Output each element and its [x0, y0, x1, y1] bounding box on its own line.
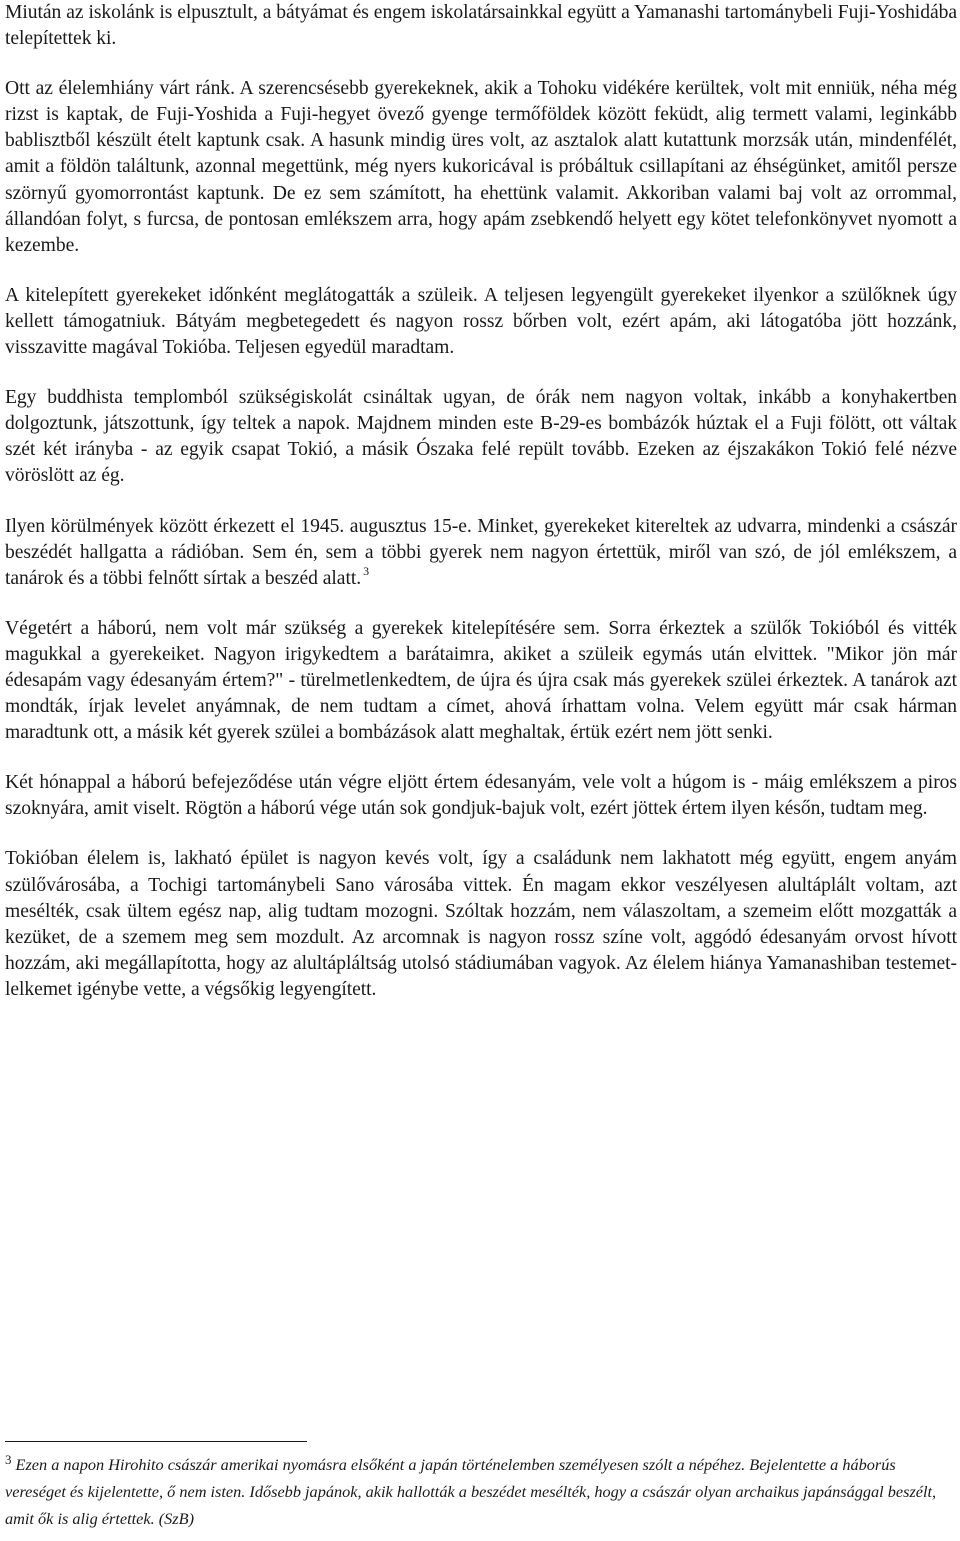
paragraph-7 — [5, 770, 957, 822]
footnote-marker: 3 — [5, 1452, 12, 1467]
document-page — [5, 0, 957, 1027]
paragraph-8-text: Tokióban élelem is, lakható épület is nagyon kevés volt, így a családunk nem lakhatott még együtt, engem anyám szülővárosába, a Tochigi tartománybeli Sano városába vittek. Én magam ekkor veszélyesen alultáplált voltam, azt mesélték, csak ültem egész nap, alig tudtam mozogni. Szóltak hozzám, nem válaszoltam, a szemeim előtt mozgatták a kezüket, de a szemem meg sem mozdult. Az arcomnak is nagyon rossz színe volt, aggódó édesanyám orvost hívott hozzám, aki megállapította, hogy az alultápláltság utolsó stádiumában vagyok. Az élelem hiánya Yamanashiban testemet-lelkemet igénybe vette, a végsőkig legyengített. — [5, 848, 957, 1000]
paragraph-4-text: Egy buddhista templomból szükségiskolát csináltak ugyan, de órák nem nagyon voltak, inkább a konyhakertben dolgoztunk, játszottunk, így teltek a napok. Majdnem minden este B-29-es bombázók húztak el a Fuji fölött, ott váltak szét két irányba - az egyik csapat Tokió, a másik Ószaka felé repült tovább. Ezeken az éjszakákon Tokió felé nézve vöröslött az ég. — [5, 387, 957, 487]
paragraph-6-text: Végetért a háború, nem volt már szükség a gyerekek kitelepítésére sem. Sorra érkeztek a szülők Tokióból és vitték magukkal a gyerekeiket. Nagyon irigykedtem a barátaimra, akiket a szüleik egymás után elvittek. "Mikor jön már édesapám vagy édesanyám értem?" - türelmetlenkedtem, de újra és újra csak más gyerekek szülei érkeztek. A tanárok azt mondták, írjak levelet anyámnak, de nem tudtam a címet, ahová írhattam volna. Velem együtt már csak hárman maradtunk ott, a másik két gyerek szülei a bombázások alatt meghaltak, értük ezért nem jött senki. — [5, 617, 957, 744]
paragraph-2 — [5, 76, 957, 259]
paragraph-2-text: Ott az élelemhiány várt ránk. A szerencsésebb gyerekeknek, akik a Tohoku vidékére kerültek, volt mit enniük, néha még rizst is kaptak, de Fuji-Yoshida a Fuji-hegyet övező gyenge termőföldek között feküdt, alig termett valami, leginkább bablisztből készült ételt kaptunk csak. A hasunk mindig üres volt, az asztalok alatt kutattunk morzsák után, mindenfélét, amit a földön találtunk, azonnal megettünk, még nyers kukoricával is próbáltuk csillapítani az éhségünket, amitől persze szörnyű gyomorrontást kaptunk. De ez sem számított, ha ehettünk valamit. Akkoriban valami baj volt az orrommal, állandóan folyt, s furcsa, de pontosan emlékszem arra, hogy apám zsebkendő helyett egy kötet telefonkönyvet nyomott a kezembe. — [5, 78, 957, 256]
paragraph-7-text: Két hónappal a háború befejeződése után végre eljött értem édesanyám, vele volt a húgom is - máig emlékszem a piros szoknyára, amit viselt. Rögtön a háború vége után sok gondjuk-bajuk volt, ezért jöttek értem ilyen későn, tudtam meg. — [5, 772, 957, 820]
paragraph-8 — [5, 846, 957, 1003]
paragraph-3-text: A kitelepített gyerekeket időnként meglátogatták a szüleik. A teljesen legyengült gyerekeket ilyenkor a szülőknek úgy kellett támogatniuk. Bátyám megbetegedett és nagyon rossz bőrben volt, ezért apám, aki látogatóba jött hozzánk, visszavitte magával Tokióba. Teljesen egyedül maradtam. — [5, 284, 957, 359]
paragraph-6 — [5, 616, 957, 746]
paragraph-5-text: Ilyen körülmények között érkezett el 1945. augusztus 15-e. Minket, gyerekeket kitereltek az udvarra, mindenki a császár beszédét hallgatta a rádióban. Sem én, sem a többi gyerek nem nagyon értettük, miről van szó, de jól emlékszem, a tanárok és a többi felnőtt sírtak a beszéd alatt. — [5, 515, 957, 589]
paragraph-3 — [5, 283, 957, 361]
paragraph-1 — [5, 0, 957, 52]
footnote-separator — [5, 1441, 307, 1442]
footnote-reference: 3 — [363, 563, 370, 578]
paragraph-1-text: Miután az iskolánk is elpusztult, a bátyámat és engem iskolatársainkkal együtt a Yamanashi tartománybeli Fuji-Yoshidába telepítettek ki. — [5, 2, 957, 50]
paragraph-5 — [5, 514, 957, 592]
paragraph-4 — [5, 385, 957, 489]
footnote — [5, 1452, 957, 1532]
footnote-text: Ezen a napon Hirohito császár amerikai nyomásra elsőként a japán történelemben személyesen szólt a népéhez. Bejelentette a háborús vereséget és kijelentette, ő nem isten. Idősebb japánok, akik hallották a beszédet mesélték, hogy a császár olyan archaikus japánsággal beszélt, amit ők is alig értettek. (SzB) — [5, 1455, 937, 1528]
